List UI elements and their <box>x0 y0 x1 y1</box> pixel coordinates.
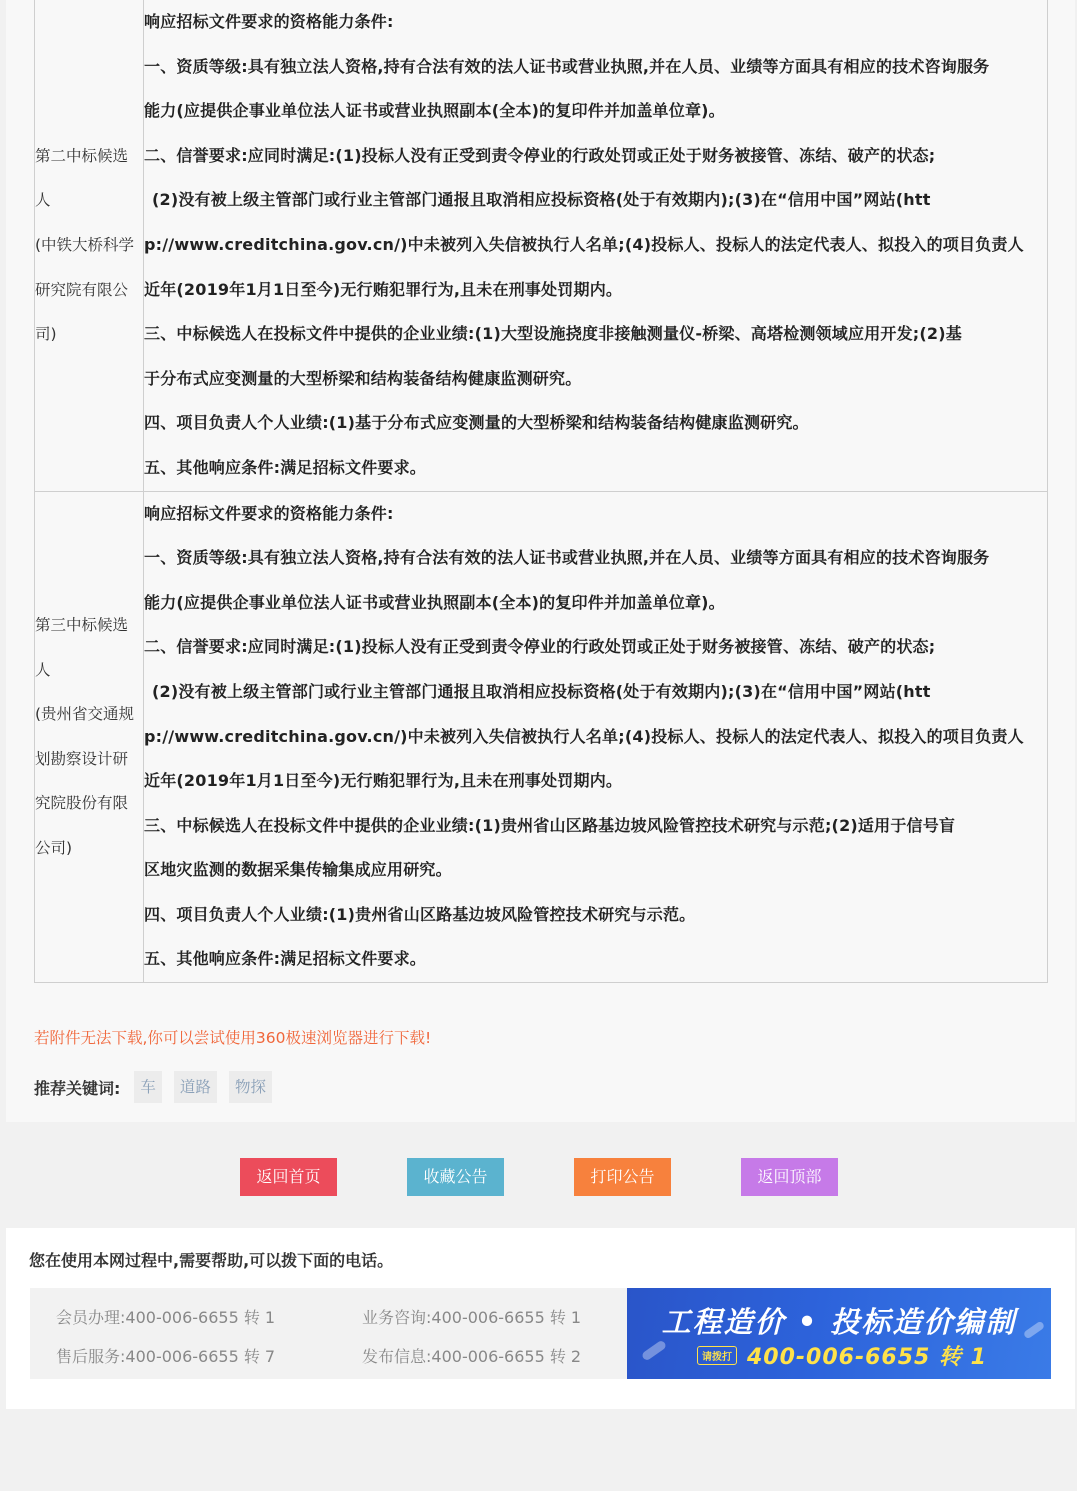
phone-label: 会员办理: <box>56 1308 126 1327</box>
candidate-conditions-cell <box>144 491 1048 983</box>
condition-line: p://www.creditchina.gov.cn/)中未被列入失信被执行人名单;(4)投标人、投标人的法定代表人、拟投入的项目负责人 <box>144 234 1024 254</box>
action-buttons <box>0 1158 1077 1198</box>
condition-line: (2)没有被上级主管部门或行业主管部门通报且取消相应投标资格(处于有效期内);(3)在“信用中国”网站(htt <box>152 190 931 210</box>
keyword-tag[interactable]: 道路 <box>174 1071 217 1103</box>
condition-line: 二、信誉要求:应同时满足:(1)投标人没有正受到责令停业的行政处罚或正处于财务被接管、冻结、破产的状态; <box>144 145 936 165</box>
phone-label: 售后服务: <box>56 1347 126 1366</box>
condition-line: 三、中标候选人在投标文件中提供的企业业绩:(1)贵州省山区路基边坡风险管控技术研究与示范;(2)适用于信号盲 <box>144 815 956 835</box>
print-notice-button[interactable]: 打印公告 <box>574 1158 671 1196</box>
keywords-label: 推荐关键词: <box>34 1078 121 1098</box>
back-home-button[interactable]: 返回首页 <box>240 1158 337 1196</box>
condition-line: 区地灾监测的数据采集传输集成应用研究。 <box>144 860 452 880</box>
condition-line: 五、其他响应条件:满足招标文件要求。 <box>144 949 426 969</box>
table-row <box>35 0 1048 491</box>
banner-title: 工程造价 • 投标造价编制 <box>661 1305 1017 1339</box>
candidate-name-line: 人 <box>35 660 51 679</box>
pricing-service-banner[interactable] <box>627 1288 1051 1379</box>
candidate-name-cell <box>35 491 144 983</box>
condition-line: (2)没有被上级主管部门或行业主管部门通报且取消相应投标资格(处于有效期内);(3)在“信用中国”网站(htt <box>152 681 931 701</box>
phone-label: 业务咨询: <box>362 1308 432 1327</box>
candidates-table <box>34 0 1048 983</box>
keyword-tag[interactable]: 物探 <box>229 1071 272 1103</box>
phone-list <box>30 1288 627 1379</box>
candidate-name-line: 司) <box>35 325 57 344</box>
phone-number: 400-006-6655 转 7 <box>125 1347 276 1366</box>
phone-label: 发布信息: <box>362 1347 432 1366</box>
phone-number: 400-006-6655 转 1 <box>125 1308 276 1327</box>
condition-line: 三、中标候选人在投标文件中提供的企业业绩:(1)大型设施挠度非接触测量仪-桥梁、高塔检测领域应用开发;(2)基 <box>144 324 962 344</box>
candidate-conditions-cell <box>144 0 1048 491</box>
condition-line: 二、信誉要求:应同时满足:(1)投标人没有正受到责令停业的行政处罚或正处于财务被接管、冻结、破产的状态; <box>144 637 936 657</box>
announcement-content <box>6 0 1075 1122</box>
condition-line: 于分布式应变测量的大型桥梁和结构装备结构健康监测研究。 <box>144 368 582 388</box>
download-notice: 若附件无法下载,你可以尝试使用360极速浏览器进行下载! <box>34 1029 432 1047</box>
keyword-tag[interactable]: 车 <box>134 1071 162 1103</box>
candidate-name-line: 划勘察设计研 <box>35 749 129 768</box>
candidate-name-line: (中铁大桥科学 <box>35 235 135 254</box>
phone-number: 400-006-6655 转 1 <box>431 1308 582 1327</box>
candidate-name-line: 研究院有限公 <box>35 280 129 299</box>
help-text: 您在使用本网过程中,需要帮助,可以拨下面的电话。 <box>29 1251 394 1270</box>
candidate-name-line: 人 <box>35 191 51 210</box>
condition-line: 一、资质等级:具有独立法人资格,持有合法有效的法人证书或营业执照,并在人员、业绩等方面具有相应的技术咨询服务 <box>144 56 990 76</box>
candidate-name-line: 公司) <box>35 838 73 857</box>
phone-number: 400-006-6655 转 2 <box>431 1347 582 1366</box>
condition-line: 近年(2019年1月1日至今)无行贿犯罪行为,且未在刑事处罚期内。 <box>144 771 623 791</box>
condition-line: 能力(应提供企事业单位法人证书或营业执照副本(全本)的复印件并加盖单位章)。 <box>144 101 725 121</box>
phone-entry <box>362 1305 581 1328</box>
banner-badge: 请拨打 <box>697 1346 737 1365</box>
back-to-top-button[interactable]: 返回顶部 <box>741 1158 838 1196</box>
table-row <box>35 491 1048 983</box>
banner-phone-number: 400-006-6655 转 1 <box>747 1345 987 1370</box>
condition-line: 四、项目负责人个人业绩:(1)贵州省山区路基边坡风险管控技术研究与示范。 <box>144 904 696 924</box>
condition-line: 响应招标文件要求的资格能力条件: <box>144 12 394 31</box>
condition-line: 一、资质等级:具有独立法人资格,持有合法有效的法人证书或营业执照,并在人员、业绩等方面具有相应的技术咨询服务 <box>144 548 990 568</box>
candidate-name-cell <box>35 0 144 491</box>
condition-line: 响应招标文件要求的资格能力条件: <box>144 503 394 523</box>
condition-line: 五、其他响应条件:满足招标文件要求。 <box>144 457 426 477</box>
phone-entry <box>56 1305 275 1328</box>
candidate-name-line: 第三中标候选 <box>35 616 129 635</box>
keywords-row <box>34 1071 284 1103</box>
condition-line: p://www.creditchina.gov.cn/)中未被列入失信被执行人名单;(4)投标人、投标人的法定代表人、拟投入的项目负责人 <box>144 726 1024 746</box>
candidate-name-line: (贵州省交通规 <box>35 705 135 724</box>
phone-entry <box>56 1344 275 1367</box>
candidate-name-line: 第二中标候选 <box>35 146 129 165</box>
condition-line: 能力(应提供企事业单位法人证书或营业执照副本(全本)的复印件并加盖单位章)。 <box>144 592 725 612</box>
condition-line: 四、项目负责人个人业绩:(1)基于分布式应变测量的大型桥梁和结构装备结构健康监测研究。 <box>144 413 809 433</box>
favorite-notice-button[interactable]: 收藏公告 <box>407 1158 504 1196</box>
phone-entry <box>362 1344 581 1367</box>
banner-phone-row <box>697 1340 987 1371</box>
candidate-name-line: 究院股份有限 <box>35 794 129 813</box>
light-streak-decoration <box>641 1339 667 1361</box>
condition-line: 近年(2019年1月1日至今)无行贿犯罪行为,且未在刑事处罚期内。 <box>144 279 623 299</box>
help-footer <box>6 1228 1075 1409</box>
